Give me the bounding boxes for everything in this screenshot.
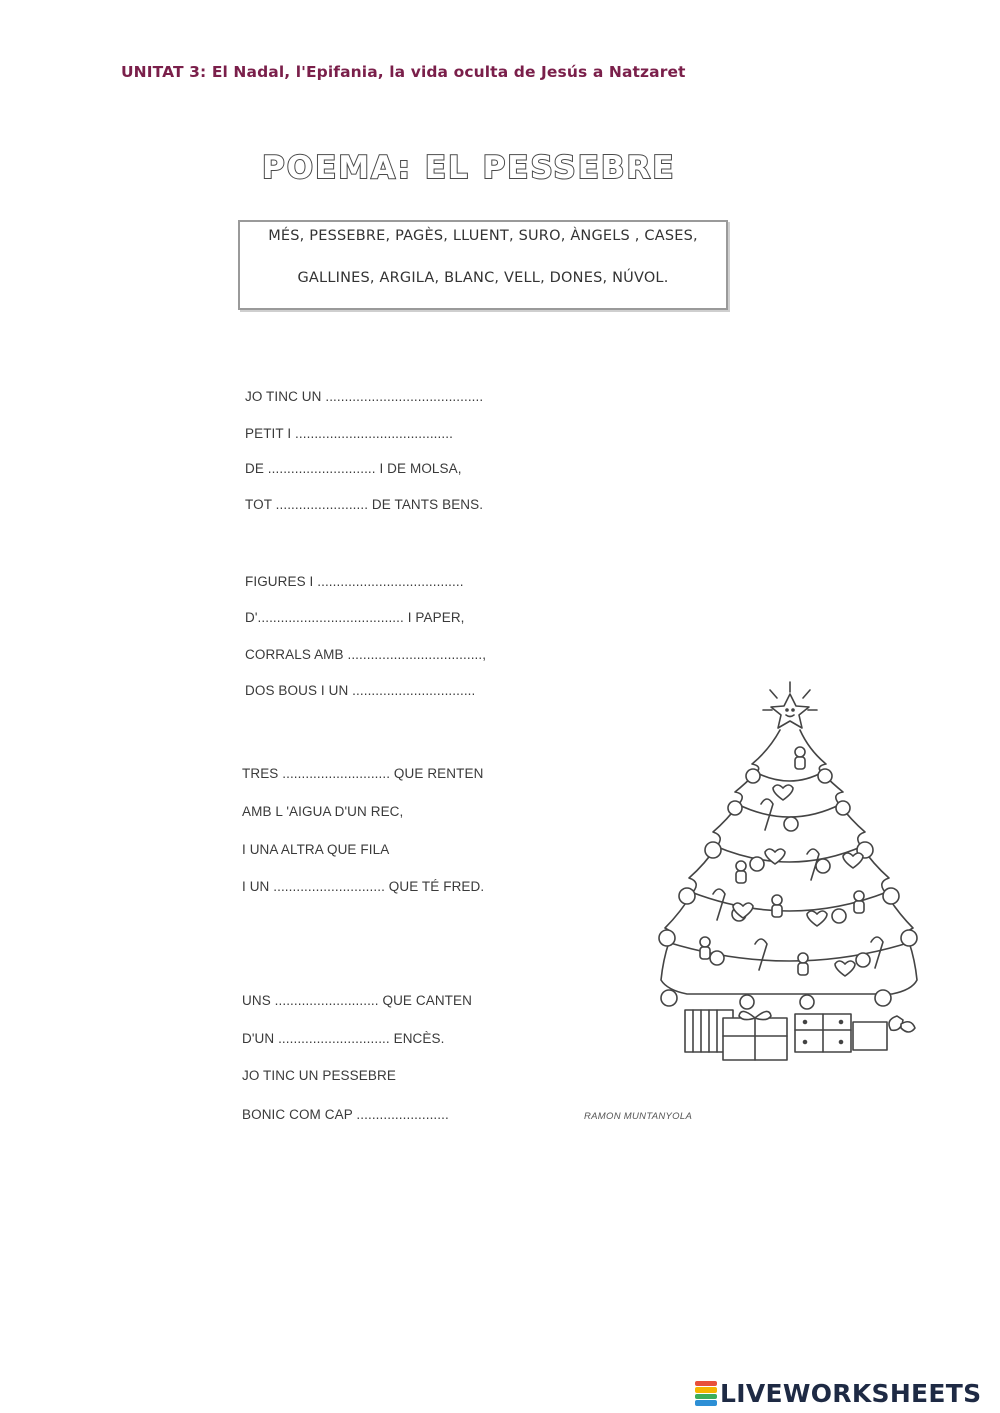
- christmas-tree-illustration: [657, 680, 922, 1065]
- verse-line: I UN ............................. QUE TÉ FRED.: [242, 879, 485, 894]
- badge-stripe: [695, 1400, 717, 1406]
- star-icon: [763, 682, 817, 728]
- unit-title: UNITAT 3: El Nadal, l'Epifania, la vida oculta de Jesús a Natzaret: [121, 63, 686, 81]
- badge-stripe: [695, 1381, 717, 1387]
- verse-line: D'...................................... I PAPER,: [245, 610, 465, 625]
- verse-line: DOS BOUS I UN ................................: [245, 683, 476, 698]
- verse-line: FIGURES I ......................................: [245, 574, 464, 589]
- verse-line: D'UN ............................. ENCÈS.: [242, 1031, 445, 1046]
- verse-line: JO TINC UN PESSEBRE: [242, 1068, 396, 1083]
- poem-author: RAMON MUNTANYOLA: [584, 1111, 693, 1122]
- verse-line: CORRALS AMB ...................................,: [245, 647, 487, 662]
- verse-line: BONIC COM CAP ........................: [242, 1107, 449, 1122]
- verse-line: TOT ........................ DE TANTS BENS.: [245, 497, 484, 512]
- liveworksheets-badge-icon: [695, 1380, 717, 1406]
- gift-icon: [685, 1010, 915, 1060]
- verse-line: I UNA ALTRA QUE FILA: [242, 842, 390, 857]
- verse-line: DE ............................ I DE MOLSA,: [245, 461, 462, 476]
- verse-line: TRES ............................ QUE RENTEN: [242, 766, 484, 781]
- word-bank-line-1: MÉS, PESSEBRE, PAGÈS, LLUENT, SURO, ÀNGELS , CASES,: [268, 228, 698, 244]
- liveworksheets-wordmark: LIVEWORKSHEETS: [720, 1378, 982, 1408]
- word-bank-line-2: GALLINES, ARGILA, BLANC, VELL, DONES, NÚVOL.: [297, 270, 669, 286]
- verse-line: AMB L 'AIGUA D'UN REC,: [242, 804, 404, 819]
- badge-stripe: [695, 1387, 717, 1393]
- verse-line: JO TINC UN .........................................: [245, 389, 484, 404]
- badge-stripe: [695, 1394, 717, 1400]
- liveworksheets-logo: [695, 1378, 981, 1408]
- verse-line: UNS ........................... QUE CANTEN: [242, 993, 472, 1008]
- poem-title: POEMA: EL PESSEBRE: [262, 150, 676, 186]
- word-bank-box: [238, 220, 728, 310]
- verse-line: PETIT I .........................................: [245, 426, 453, 441]
